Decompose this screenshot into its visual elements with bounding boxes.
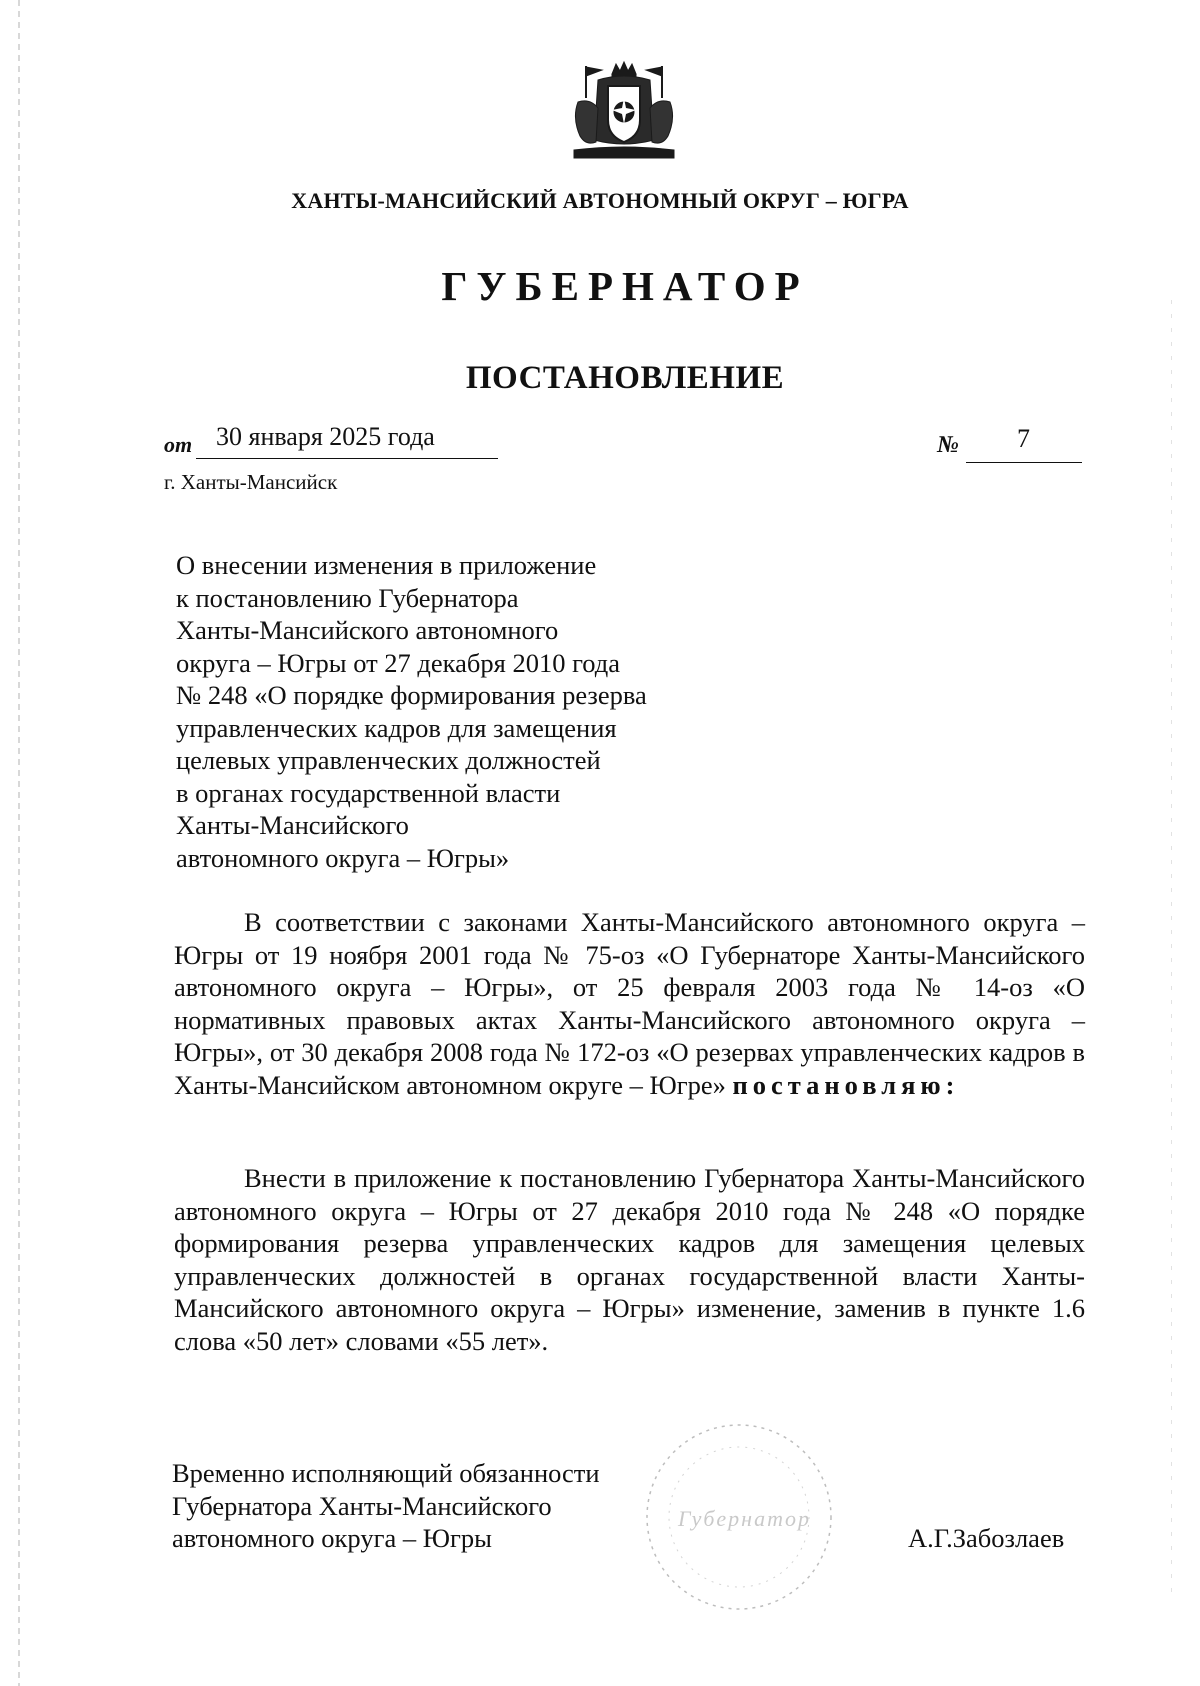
scan-edge-right bbox=[1171, 300, 1172, 1600]
preamble-paragraph bbox=[174, 906, 1085, 1101]
coat-of-arms-icon bbox=[568, 58, 680, 164]
issuer-title: ГУБЕРНАТОР bbox=[441, 263, 809, 309]
decree-number: 7 bbox=[1017, 424, 1030, 453]
decree-subject: О внесении изменения в приложение к постановлению Губернатора Ханты-Мансийского автономного округа – Югры от 27 декабря 2010 года № 248 «О порядке формирования резерва управленческих кадров для замещения целевых управленческих должностей в органах государственной власти Ханты-Мансийского автономного округа – Югры» bbox=[176, 550, 647, 873]
decree-date: 30 января 2025 года bbox=[216, 422, 435, 451]
operative-paragraph: Внести в приложение к постановлению Губернатора Ханты-Мансийского автономного округа – Югры от 27 декабря 2010 года № 248 «О порядке формирования резерва управленческих кадров для замещения целевых управленческих должностей в органах государственной власти Ханты-Мансийского автономного округа – Югры» изменение, заменив в пункте 1.6 слова «50 лет» словами «55 лет». bbox=[174, 1163, 1085, 1356]
number-underline bbox=[966, 462, 1082, 463]
signer-title: Временно исполняющий обязанности Губернатора Ханты-Мансийского автономного округа – Югры bbox=[172, 1458, 600, 1553]
document-type: ПОСТАНОВЛЕНИЕ bbox=[465, 360, 785, 396]
region-name: ХАНТЫ-МАНСИЙСКИЙ АВТОНОМНЫЙ ОКРУГ – ЮГРА bbox=[291, 188, 909, 213]
issue-city: г. Ханты-Мансийск bbox=[164, 470, 338, 494]
seal-text: Губернатор bbox=[678, 1506, 811, 1531]
decree-verb: постановляю: bbox=[732, 1069, 960, 1100]
preamble-text: В соответствии с законами Ханты-Мансийского автономного округа – Югры от 19 ноября 2001 года № 75-оз «О Губернаторе Ханты-Мансийского автономного округа – Югры», от 25 февраля 2003 года № 14-оз «О нормативных правовых актах Ханты-Мансийского автономного округа – Югры», от 30 декабря 2008 года № 172-оз «О резервах управленческих кадров в Ханты-Мансийском автономном округе – Югре» bbox=[174, 907, 1085, 1100]
scan-edge-left bbox=[18, 0, 20, 1686]
date-label: от bbox=[164, 432, 193, 457]
signer-name: А.Г.Забозлаев bbox=[908, 1523, 1065, 1553]
date-underline bbox=[196, 458, 498, 459]
number-label: № bbox=[937, 432, 959, 458]
